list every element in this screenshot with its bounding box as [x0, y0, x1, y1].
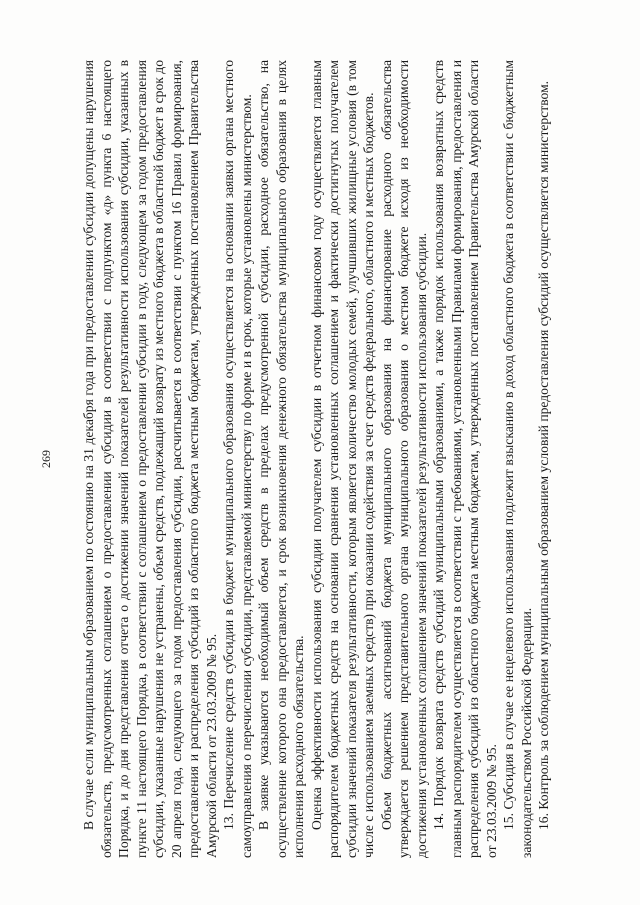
paragraph-14-return: 14. Порядок возврата средств субсидий муниципальными образованиями, а также порядок использования возвратных средств главным распорядителем осуществляется в соответствии с требованиями, установленными Правилами формирования, предоставления и распределения субсидий из областного бюджета местным бюджетам, утвержденных постановлением Правительства Амурской области от 23.03.2009 № 95.	[431, 60, 499, 858]
paragraph-16-control: 16. Контроль за соблюдением муниципальным образованием условий предоставления субсидий осуществляется министерством.	[536, 80, 551, 830]
page-number: 269	[39, 450, 53, 468]
document-body	[39, 60, 600, 858]
paragraph-13-transfer: 13. Перечисление средств субсидии в бюджет муниципального образования осуществляется на основании заявки органа местного самоуправления о перечислении субсидии, представляемой министерству по форме и в срок, которые установлены министерством.	[221, 60, 254, 858]
paragraph-application: В заявке указываются необходимый объем средств в пределах предусмотренной субсидии, расходное обязательство, на осуществление которого она предоставляется, и срок возникновения денежного обязательства муниципального образования в целях исполнения расходного обязательства.	[256, 60, 306, 858]
paragraph-15-recovery: 15. Субсидия в случае ее нецелевого использования подлежит взысканию в доход областного бюджета в соответствии с бюджетным законодательством Российской Федерации.	[501, 60, 534, 858]
paragraph-budget-volume: Объем бюджетных ассигнований бюджета муниципального образования на финансирование расходного обязательства утверждается решением представительного органа муниципального образования о местном бюджете исходя из необходимости достижения установленных соглашением значений показателей результативности использования субсидии.	[378, 60, 429, 858]
paragraph-violations: В случае если муниципальным образованием по состоянию на 31 декабря года при предоставлении субсидии допущены нарушения обязательств, предусмотренных соглашением о предоставлении субсидии в соответствии с подпунктом «д» пункта 6 настоящего Порядка, и до дня представления отчета о достижении значений показателей результативности использования субсидии, указанных в пункте 11 настоящего Порядка, в соответствии с соглашением о предоставлении субсидии в году, следующем за годом предоставления субсидии, указанные нарушения не устранены, объем средств, подлежащий возврату из местного бюджета в областной бюджет в срок до 20 апреля года, следующего за годом предоставления субсидии, рассчитывается в соответствии с пунктом 16 Правил формирования, предоставления и распределения субсидий из областного бюджета местным бюджетам, утвержденных постановлением Правительства Амурской области от 23.03.2009 № 95.	[81, 60, 219, 858]
paragraph-efficiency: Оценка эффективности использования субсидии получателем субсидии в отчетном финансовом году осуществляется главным распорядителем бюджетных средств на основании сравнения установленных соглашением и фактически достигнутых получателем субсидии значений показателя результативности, которым является количество молодых семей, улучшивших жилищные условия (в том числе с использованием заемных средств) при оказании содействия за счет средств федерального, областного и местных бюджетов.	[308, 60, 376, 858]
